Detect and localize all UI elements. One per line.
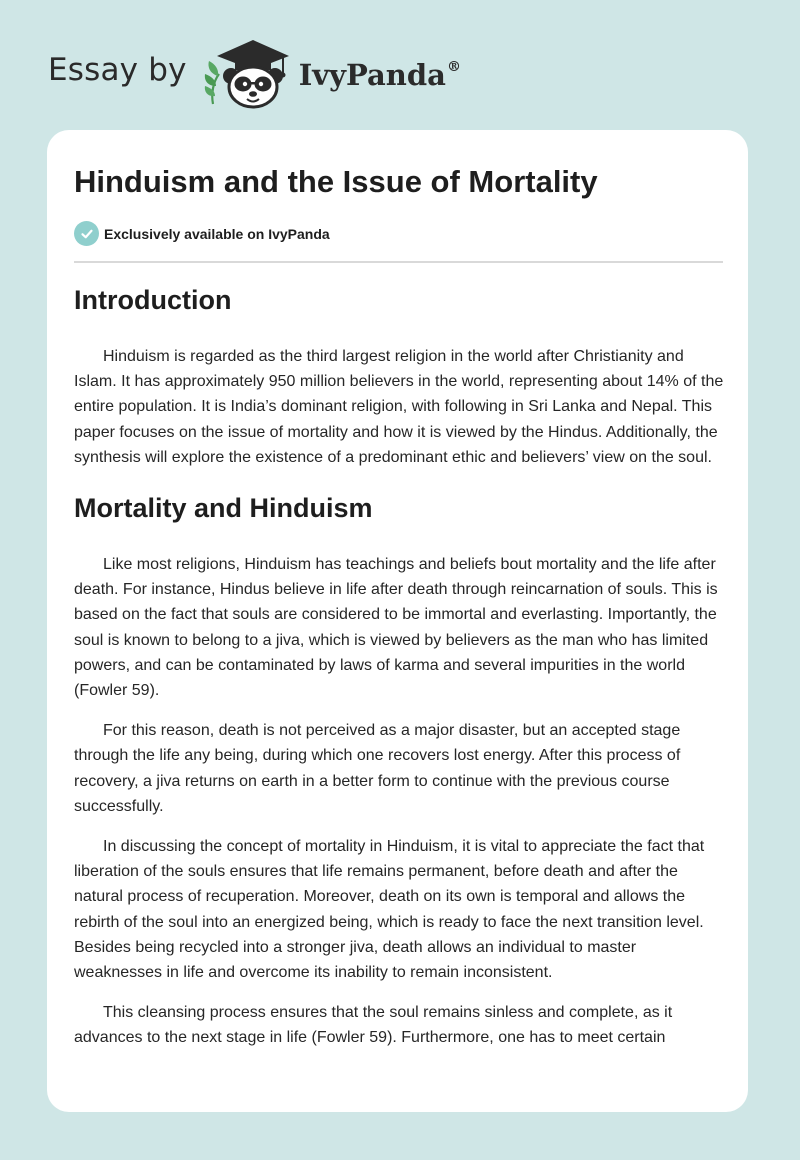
- check-circle-icon: [74, 221, 99, 246]
- brand-name: IvyPanda®: [298, 58, 461, 92]
- paragraph: Like most religions, Hinduism has teachings and beliefs bout mortality and the life after death. For instance, Hindus believe in life after death through reincarnation of souls. This is based on the fact that souls are considered to be immortal and everlasting. Importantly, the soul is known to belong to a jiva, which is viewed by believers as the man who has limited powers, and can be contaminated by laws of karma and several impurities in the world (Fowler 59).: [74, 556, 718, 700]
- paragraph: In discussing the concept of mortality in Hinduism, it is vital to appreciate the fact that liberation of the souls ensures that life remains permanent, before death and after the natural process of recuperation. Moreover, death on its own is temporal and allows the rebirth of the soul into an energized being, which is ready to face the next transition level. Besides being recycled into a stronger jiva, death allows an individual to master weaknesses in life and overcome its inability to remain inconsistent.: [74, 838, 705, 982]
- exclusive-text: Exclusively available on IvyPanda: [104, 225, 330, 242]
- brand-header[interactable]: [48, 34, 461, 110]
- brand-prefix: Essay by: [48, 52, 187, 88]
- essay-body: [74, 282, 726, 1051]
- paragraph: Hinduism is regarded as the third largest religion in the world after Christianity and Islam. It has approximately 950 million believers in the world, representing about 14% of the entire population. It is India’s dominant religion, with following in Sri Lanka and Nepal. This paper focuses on the issue of mortality and how it is viewed by the Hindus. Additionally, the synthesis will explore the existence of a predominant ethic and believers’ view on the soul.: [74, 348, 724, 466]
- section-heading-introduction: Introduction: [74, 285, 232, 315]
- registered-mark: ®: [446, 59, 461, 75]
- essay-card: [47, 130, 748, 1112]
- page-title: Hinduism and the Issue of Mortality: [74, 164, 598, 199]
- exclusive-badge: [74, 221, 330, 246]
- panda-logo-icon: [201, 34, 293, 110]
- paragraph: This cleansing process ensures that the soul remains sinless and complete, as it advances to the next stage in life (Fowler 59). Furthermore, one has to meet certain: [74, 1004, 673, 1047]
- section-heading-mortality: Mortality and Hinduism: [74, 493, 373, 524]
- title-divider: [74, 261, 723, 263]
- paragraph: For this reason, death is not perceived as a major disaster, but an accepted stage through the life any being, during which one recovers lost energy. After this process of recovery, a jiva returns on earth in a better form to continue with the previous course successfully.: [74, 722, 681, 815]
